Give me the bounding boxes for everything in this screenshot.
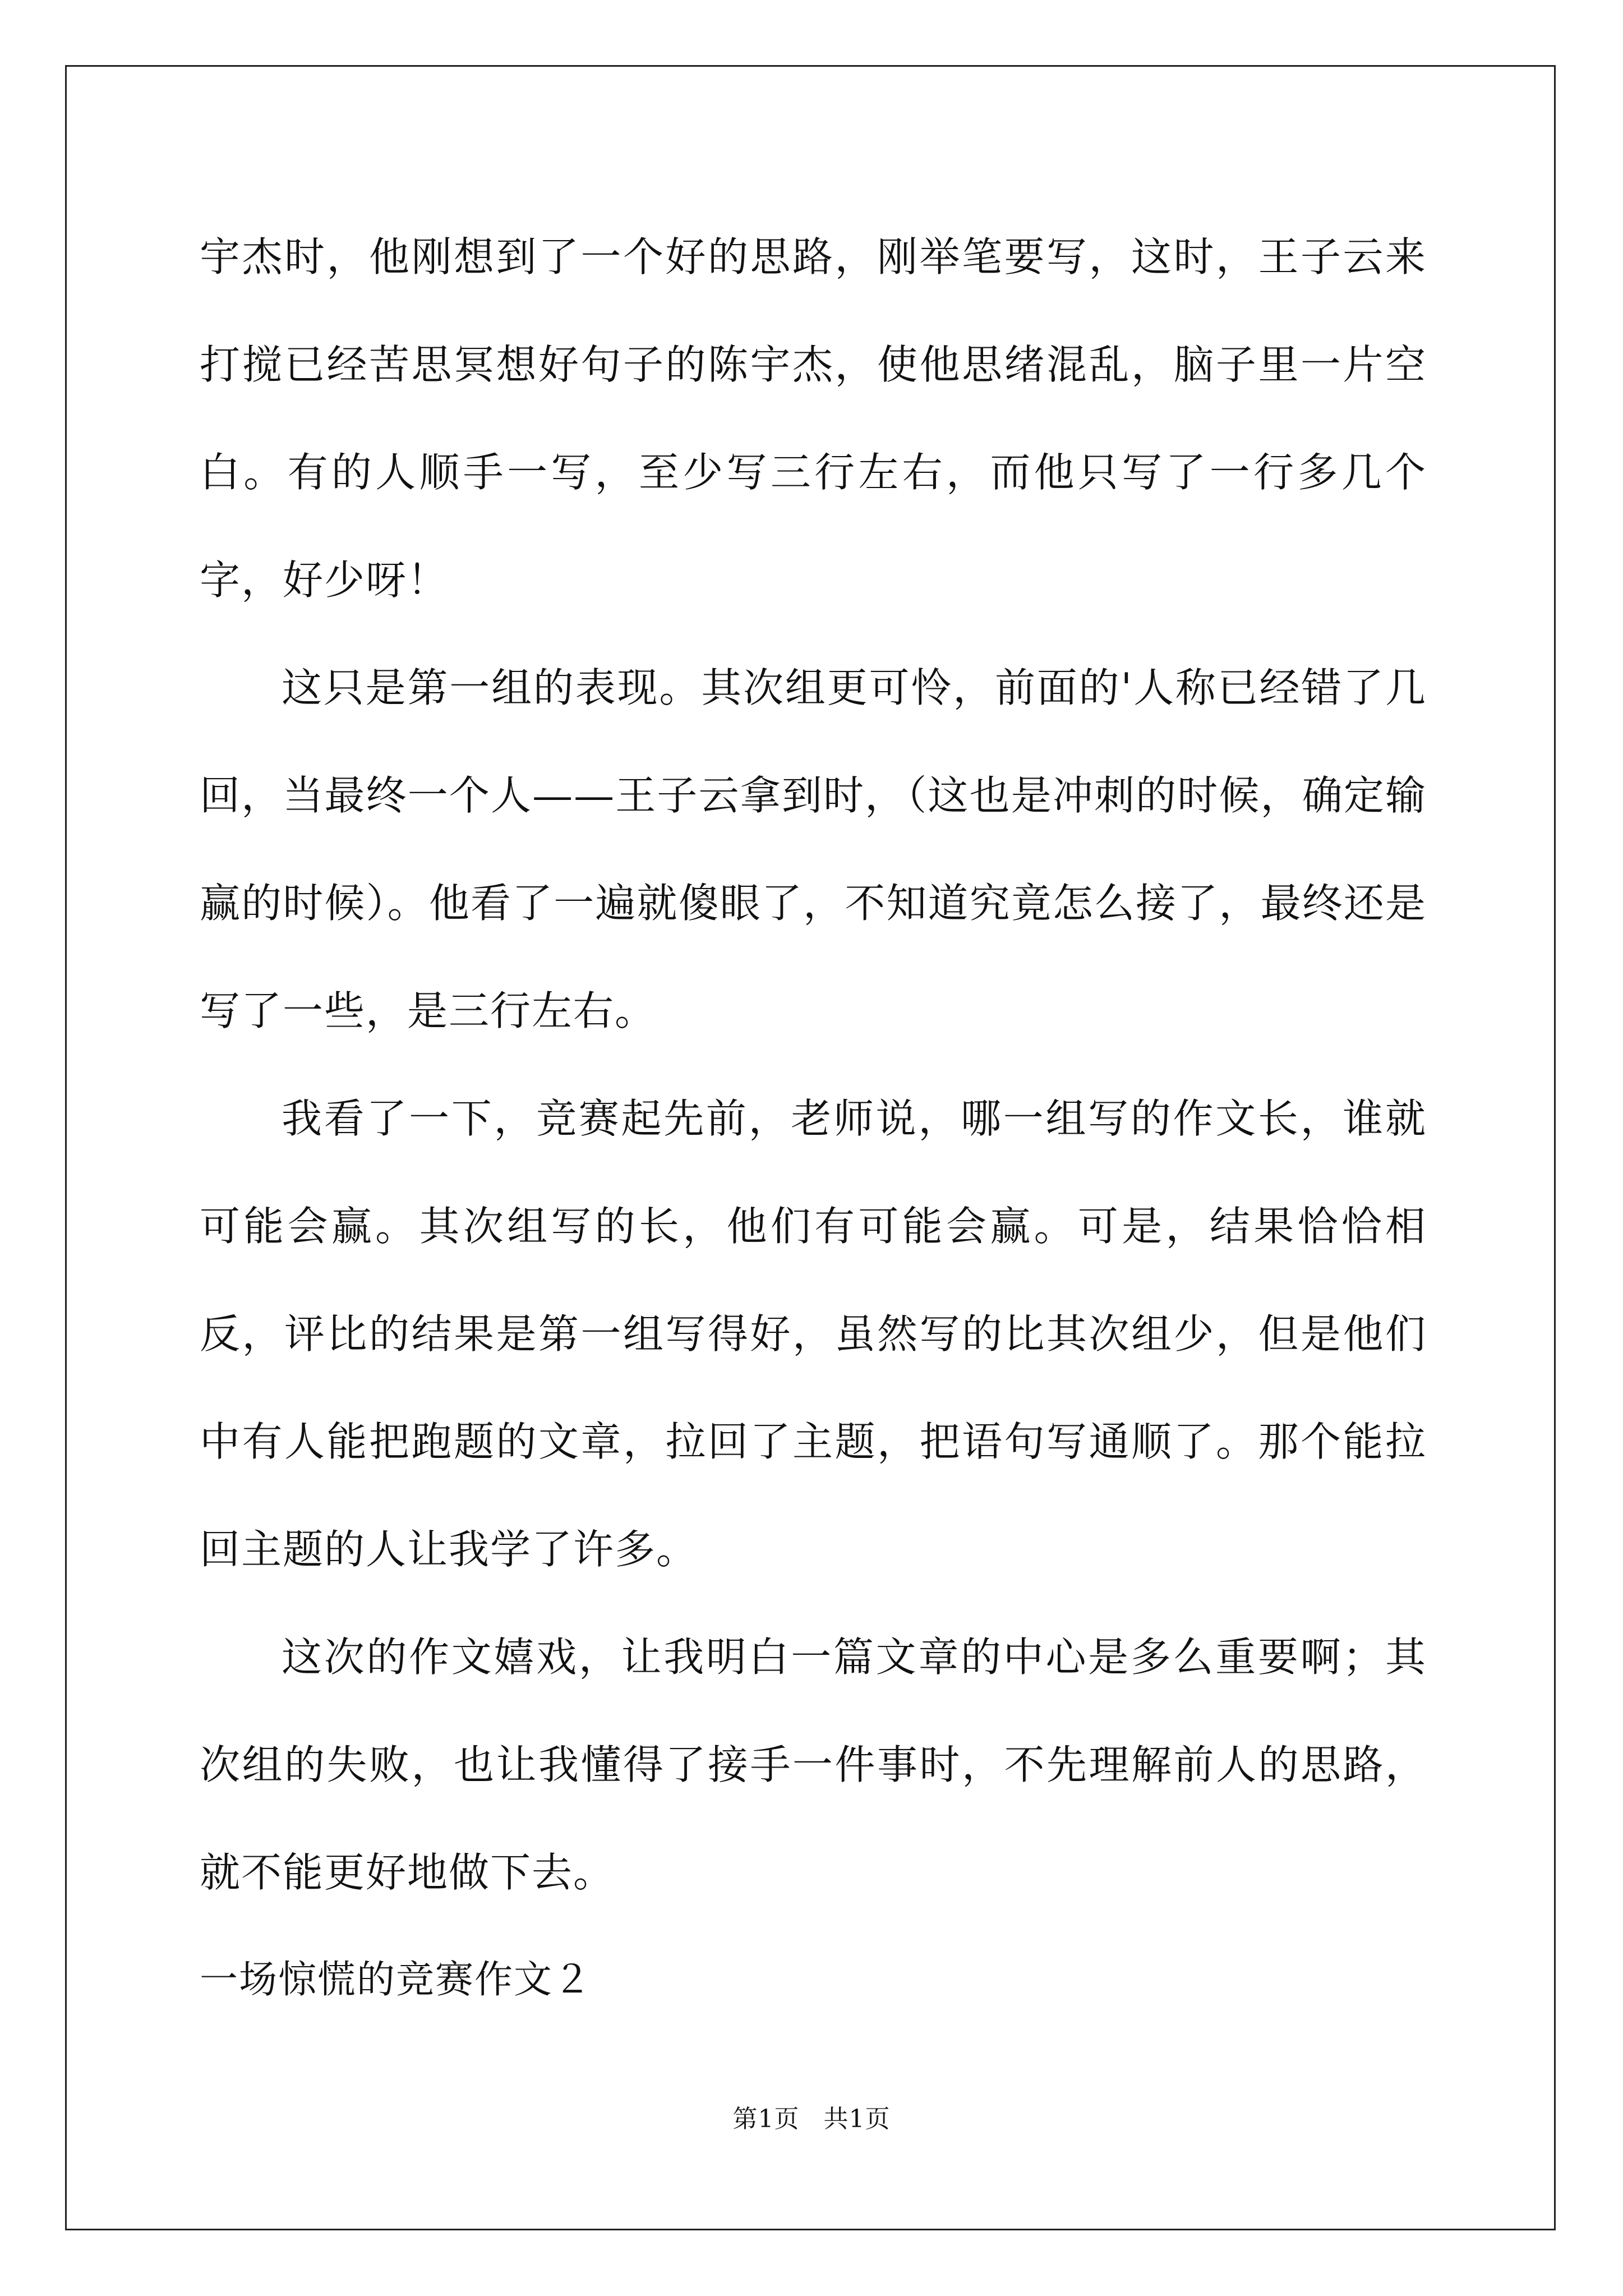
page-number: 第1页 [732, 2105, 800, 2133]
page-total: 共1页 [823, 2105, 891, 2133]
paragraph-4: 这次的作文嬉戏，让我明白一篇文章的中心是多么重要啊；其次组的失败，也让我懂得了接手一件事时，不先理解前人的思路，就不能更好地做下去。 [200, 1634, 1427, 1896]
section-title: 一场惊慌的竞赛作文２ [200, 1958, 593, 2002]
page-footer [0, 2102, 1623, 2136]
document-body [200, 203, 1427, 2034]
paragraph-1: 宇杰时，他刚想到了一个好的思路，刚举笔要写，这时，王子云来打搅已经苦思冥想好句子的陈宇杰，使他思绪混乱，脑子里一片空白。有的人顺手一写，至少写三行左右，而他只写了一行多几个字，好少呀！ [200, 233, 1427, 604]
paragraph-2: 这只是第一组的表现。其次组更可怜，前面的'人称已经错了几回，当最终一个人——王子云拿到时，（这也是冲刺的时候，确定输赢的时候）。他看了一遍就傻眼了，不知道究竟怎么接了，最终还是写了一些，是三行左右。 [200, 664, 1427, 1034]
paragraph-3: 我看了一下，竞赛起先前，老师说，哪一组写的作文长，谁就可能会赢。其次组写的长，他们有可能会赢。可是，结果恰恰相反，评比的结果是第一组写得好，虽然写的比其次组少，但是他们中有人能把跑题的文章，拉回了主题，把语句写通顺了。那个能拉回主题的人让我学了许多。 [200, 1095, 1427, 1573]
